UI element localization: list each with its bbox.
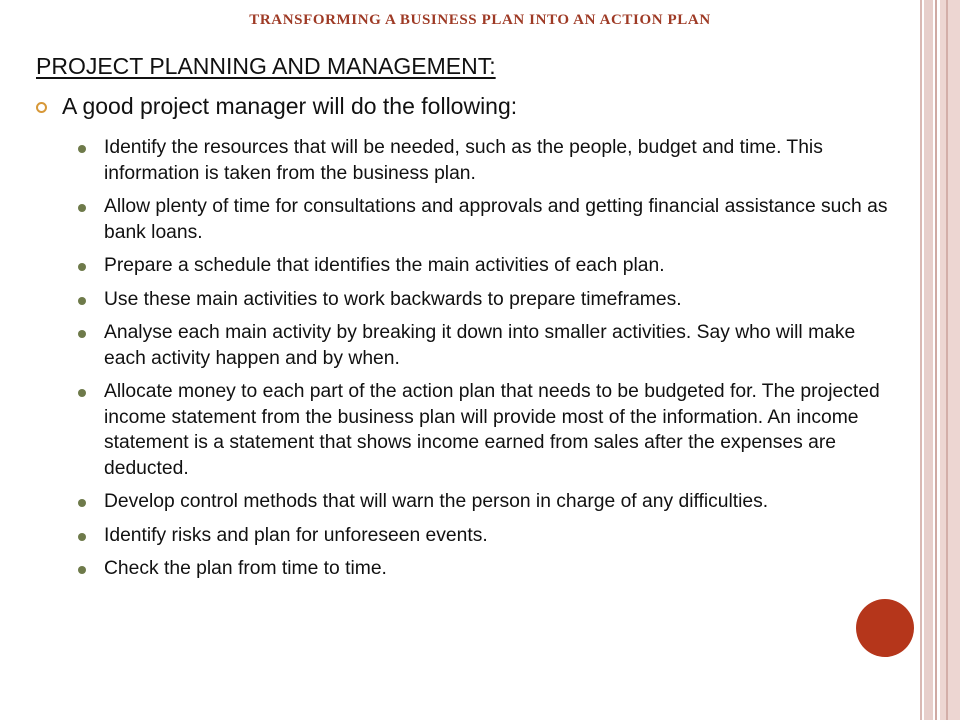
decorative-stripe <box>940 0 960 720</box>
decorative-stripe <box>924 0 933 720</box>
list-item-text: Identify the resources that will be needed, such as the people, budget and time. This information is taken from the business plan. <box>104 137 823 184</box>
dot-bullet-icon <box>78 533 86 541</box>
list-item-text: Allow plenty of time for consultations and approvals and getting financial assistance such as bank loans. <box>104 196 888 243</box>
list-item-text: Prepare a schedule that identifies the main activities of each plan. <box>104 255 665 276</box>
list-item-text: Identify risks and plan for unforeseen events. <box>104 524 488 546</box>
lead-point <box>36 93 517 120</box>
list-item <box>78 287 898 313</box>
dot-bullet-icon <box>78 204 86 212</box>
bullet-list <box>78 135 898 590</box>
dot-bullet-icon <box>78 330 86 338</box>
dot-bullet-icon <box>78 499 86 507</box>
list-item <box>78 135 898 186</box>
list-item-text: Analyse each main activity by breaking it down into smaller activities. Say who will make each activity happen and by when. <box>104 322 856 369</box>
list-item-text: Allocate money to each part of the action plan that needs to be budgeted for. The projected income statement from the business plan will provide most of the information. An income statement is a statement that shows income earned from sales after the expenses are deducted. <box>104 381 880 479</box>
list-item-text: Develop control methods that will warn the person in charge of any difficulties. <box>104 491 769 512</box>
dot-bullet-icon <box>78 263 86 271</box>
list-item-text: Check the plan from time to time. <box>104 558 387 579</box>
ring-bullet-icon <box>36 102 47 113</box>
decorative-stripe <box>935 0 937 720</box>
dot-bullet-icon <box>78 389 86 397</box>
dot-bullet-icon <box>78 145 86 153</box>
list-item <box>78 523 898 549</box>
list-item <box>78 379 898 481</box>
list-item <box>78 556 898 582</box>
section-heading: PROJECT PLANNING AND MANAGEMENT: <box>36 53 496 79</box>
list-item <box>78 320 898 371</box>
slide-title: TRANSFORMING A BUSINESS PLAN INTO AN ACTION PLAN <box>249 12 711 28</box>
list-item <box>78 253 898 279</box>
dot-bullet-icon <box>78 566 86 574</box>
list-item <box>78 489 898 515</box>
decorative-stripe <box>920 0 922 720</box>
list-item-text: Use these main activities to work backwards to prepare timeframes. <box>104 288 682 310</box>
decorative-stripe <box>946 0 948 720</box>
list-item <box>78 194 898 245</box>
dot-bullet-icon <box>78 297 86 305</box>
accent-circle <box>856 599 914 657</box>
lead-text: A good project manager will do the following: <box>62 93 518 119</box>
